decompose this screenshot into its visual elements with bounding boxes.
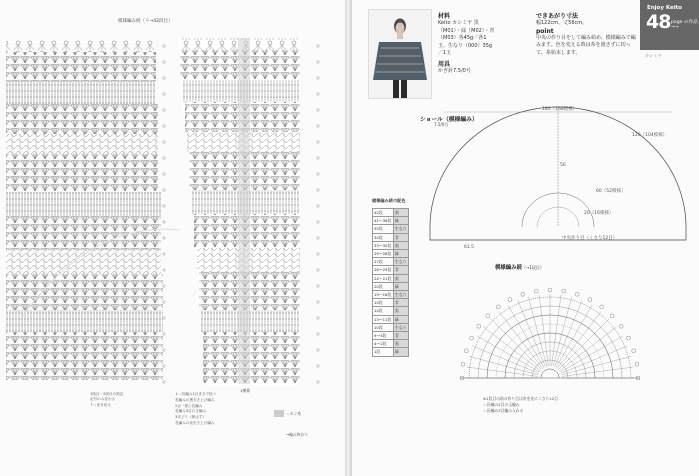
row-marker	[163, 125, 165, 127]
row-marker	[163, 141, 165, 143]
tools-text: かぎ針7.5/0号	[438, 67, 471, 74]
row-color: 黒	[394, 209, 409, 217]
row-marker	[317, 45, 319, 47]
motif-picot	[486, 314, 490, 318]
row-marker	[163, 205, 165, 207]
color-table-row	[373, 348, 409, 356]
row-range: 13～11段	[373, 315, 394, 323]
legend	[175, 392, 265, 427]
row-color: 黒	[394, 340, 409, 348]
row-range: 35段	[373, 225, 394, 233]
motif-picot	[610, 314, 614, 318]
motif-note: ＝長編み3目編み入れる	[483, 408, 524, 413]
row-marker	[317, 285, 319, 287]
motif-spoke	[491, 319, 542, 370]
motif-spoke	[467, 367, 538, 376]
row-marker	[163, 349, 165, 351]
motif-picot	[534, 289, 538, 293]
color-table-row	[373, 209, 409, 217]
row-range: 10段	[373, 323, 394, 331]
motif-picot	[470, 336, 474, 340]
motif-spoke	[558, 319, 609, 370]
motif-spoke	[562, 356, 632, 375]
motif-spoke	[553, 297, 572, 367]
point-heading: point	[536, 27, 554, 35]
motif-ring	[541, 369, 559, 378]
point-text: 中央の作り目をして編み始め、模様編みで編みます。色を変える時は糸を渡さずに切って、糸始末します。	[536, 34, 636, 56]
legend-item: 長編みの表引き上げ編み	[175, 420, 215, 425]
row-marker	[317, 109, 319, 111]
color-table-row	[373, 241, 409, 249]
row-range: 20段	[373, 282, 394, 290]
motif-spoke	[552, 295, 561, 366]
color-table-row	[373, 217, 409, 225]
row-range: 19～16段	[373, 291, 394, 299]
color-table-row	[373, 323, 409, 331]
yarn-sub: カシミヤ	[645, 53, 662, 58]
dim-height: 56	[560, 163, 566, 168]
grey-label: ＝カン糸	[286, 411, 302, 416]
motif-spoke	[560, 327, 617, 371]
motif-picot	[496, 305, 500, 309]
motif-picot	[575, 292, 579, 296]
color-table-row	[373, 282, 409, 290]
publication-name: Enjoy Keito	[647, 5, 683, 11]
left-page	[0, 0, 345, 476]
legend-notes	[90, 392, 185, 408]
size-text: 幅122cm、丈56cm。	[536, 20, 588, 26]
row-marker	[317, 365, 319, 367]
legend-item: 2目一度に長編み	[175, 403, 203, 408]
motif-picot	[508, 298, 512, 302]
size-heading: できあがり寸法	[536, 13, 579, 20]
page-number: 48	[646, 11, 671, 33]
size-block	[536, 11, 636, 57]
row-marker	[317, 301, 319, 303]
row-marker	[317, 269, 319, 271]
motif-picot	[562, 289, 566, 293]
tools-heading: 用具	[438, 60, 451, 68]
model-photo	[368, 9, 432, 99]
row-marker	[317, 205, 319, 207]
row-marker	[163, 301, 165, 303]
row-range: 41～36段	[373, 217, 394, 225]
motif-picot	[521, 292, 525, 296]
motif-picot	[464, 349, 468, 353]
row-marker	[317, 333, 319, 335]
row-range: 34段	[373, 233, 394, 241]
row-color: 緑	[394, 282, 409, 290]
motif-picot	[461, 362, 465, 366]
page-ref: page の作品→→	[671, 20, 698, 30]
row-marker	[163, 61, 165, 63]
color-table-row	[373, 299, 409, 307]
row-marker	[163, 253, 165, 255]
motif-spoke	[508, 305, 544, 367]
row-range: 29～28段	[373, 250, 394, 258]
motif-fan-chart	[450, 278, 650, 388]
color-table-row	[373, 315, 409, 323]
diagram-title: 模様編み続（リ→42段目）	[118, 19, 173, 24]
dim-inner: 60（52模様）	[596, 189, 626, 194]
color-table-row	[373, 233, 409, 241]
grey-swatch	[274, 410, 284, 417]
motif-spoke	[483, 327, 540, 371]
row-marker	[163, 77, 165, 79]
gutter	[345, 0, 352, 476]
dim-bottom: 中央作り目（くさり12目）	[562, 236, 618, 241]
motif-spoke	[477, 336, 539, 372]
color-table-row	[373, 225, 409, 233]
color-table-row	[373, 274, 409, 282]
materials-block	[438, 11, 496, 75]
row-marker	[163, 333, 165, 335]
row-marker	[317, 253, 319, 255]
row-color: 生なり	[394, 258, 409, 266]
row-marker	[163, 109, 165, 111]
row-range: 15段	[373, 299, 394, 307]
row-range: 33～30段	[373, 241, 394, 249]
row-marker	[317, 125, 319, 127]
row-marker	[317, 173, 319, 175]
row-marker	[317, 381, 319, 383]
materials-heading: 材料	[438, 13, 451, 20]
row-marker	[317, 141, 319, 143]
legend-note: ↑＝糸を切る	[90, 402, 111, 407]
row-marker	[317, 61, 319, 63]
row-color: 生なり	[394, 291, 409, 299]
motif-spoke	[562, 367, 633, 376]
legend-item: ↓＝長編み1目まきで拾う	[175, 392, 217, 396]
dim-span: 61.5	[464, 245, 475, 250]
motif-picot	[600, 305, 604, 309]
row-marker	[163, 45, 165, 47]
row-range: 27段	[373, 258, 394, 266]
row-color: 黒	[394, 274, 409, 282]
page-badge	[640, 0, 699, 50]
row-color: 青	[394, 332, 409, 340]
row-range: 1段	[373, 348, 394, 356]
row-marker	[317, 349, 319, 351]
motif-picot	[626, 336, 630, 340]
color-table-row	[373, 340, 409, 348]
motif-spoke	[539, 295, 548, 366]
row-color: 青	[394, 299, 409, 307]
motif-spoke	[469, 356, 539, 375]
row-color: 生なり	[394, 225, 409, 233]
color-table-title: 模様編み続の配色	[372, 198, 406, 203]
motif-spoke	[499, 311, 543, 368]
row-color: 生なり	[394, 323, 409, 331]
row-marker	[163, 93, 165, 95]
dim-core: 20（16模様）	[584, 211, 614, 216]
legend-note: 記号のみ変わる	[90, 397, 116, 402]
shawl-title: ショール（模様編み）	[420, 117, 478, 123]
color-table-row	[373, 258, 409, 266]
row-marker	[163, 285, 165, 287]
row-marker	[317, 221, 319, 223]
row-marker	[163, 381, 165, 383]
row-range: 42段	[373, 209, 394, 217]
motif-picot	[632, 349, 636, 353]
row-range: 24～21段	[373, 274, 394, 282]
motif-picot	[635, 362, 639, 366]
color-table-row	[373, 332, 409, 340]
motif-picot	[477, 324, 481, 328]
motif-title: 模様編み続（→1段目）	[495, 265, 544, 271]
legend-item: 長編みの裏引き上げ編み	[175, 397, 215, 402]
row-range: 14段	[373, 307, 394, 315]
row-range: 9～5段	[373, 332, 394, 340]
row-range: 4～2段	[373, 340, 394, 348]
motif-notes	[483, 396, 623, 414]
row-marker	[163, 157, 165, 159]
row-color: 青	[394, 233, 409, 241]
motif-note: ＝長編み2目の玉編み	[483, 402, 520, 407]
row-color: 緑	[394, 348, 409, 356]
chart-panel-right	[178, 38, 300, 385]
motif-picot	[588, 298, 592, 302]
row-marker	[163, 365, 165, 367]
row-marker	[163, 317, 165, 319]
motif-picot	[619, 324, 623, 328]
shawl-note: 7.5/0号	[434, 122, 449, 127]
row-marker	[317, 93, 319, 95]
motif-picot	[548, 288, 552, 292]
materials-text: Keito カシミヤ 黒（M01）・緑（M02）・青（M03）各45g／各1玉、生なり（000）35g／1玉	[438, 20, 495, 56]
row-marker	[163, 173, 165, 175]
legend-item: 3本どり（伸ばす）	[175, 415, 207, 420]
end-marker: →編み終わり	[286, 432, 309, 437]
row-marker	[317, 237, 319, 239]
model-figure	[369, 10, 431, 98]
row-color: 黒	[394, 307, 409, 315]
row-marker	[317, 157, 319, 159]
motif-spoke	[556, 305, 592, 367]
motif-spoke	[560, 336, 622, 372]
row-color: 青	[394, 266, 409, 274]
dim-mid: 120（104模様）	[632, 133, 668, 138]
row-color: 緑	[394, 250, 409, 258]
row-color: 緑	[394, 315, 409, 323]
color-table-row	[373, 307, 409, 315]
color-table-row	[373, 291, 409, 299]
color-table-row	[373, 250, 409, 258]
motif-spoke	[557, 311, 601, 368]
row-color: 緑	[394, 217, 409, 225]
row-color: 黒	[394, 241, 409, 249]
motif-note: ※1段目の前の作り目は糸を先にくさり12目	[483, 396, 558, 401]
row-marker	[163, 189, 165, 191]
row-marker	[317, 317, 319, 319]
row-marker	[317, 189, 319, 191]
color-table-row	[373, 266, 409, 274]
row-marker	[163, 237, 165, 239]
color-table	[372, 208, 409, 357]
motif-spoke	[528, 297, 547, 367]
chart-panel-left	[6, 40, 163, 380]
key-label: 1模様	[240, 388, 251, 393]
legend-item: 長編み3目の玉編み	[175, 409, 207, 414]
row-marker	[163, 269, 165, 271]
dim-outer: 180（168模様）	[542, 107, 578, 112]
row-marker	[163, 221, 165, 223]
row-marker	[317, 77, 319, 79]
row-range: 26～25段	[373, 266, 394, 274]
legend-note: 1段目〜2段目の指定	[90, 392, 124, 396]
